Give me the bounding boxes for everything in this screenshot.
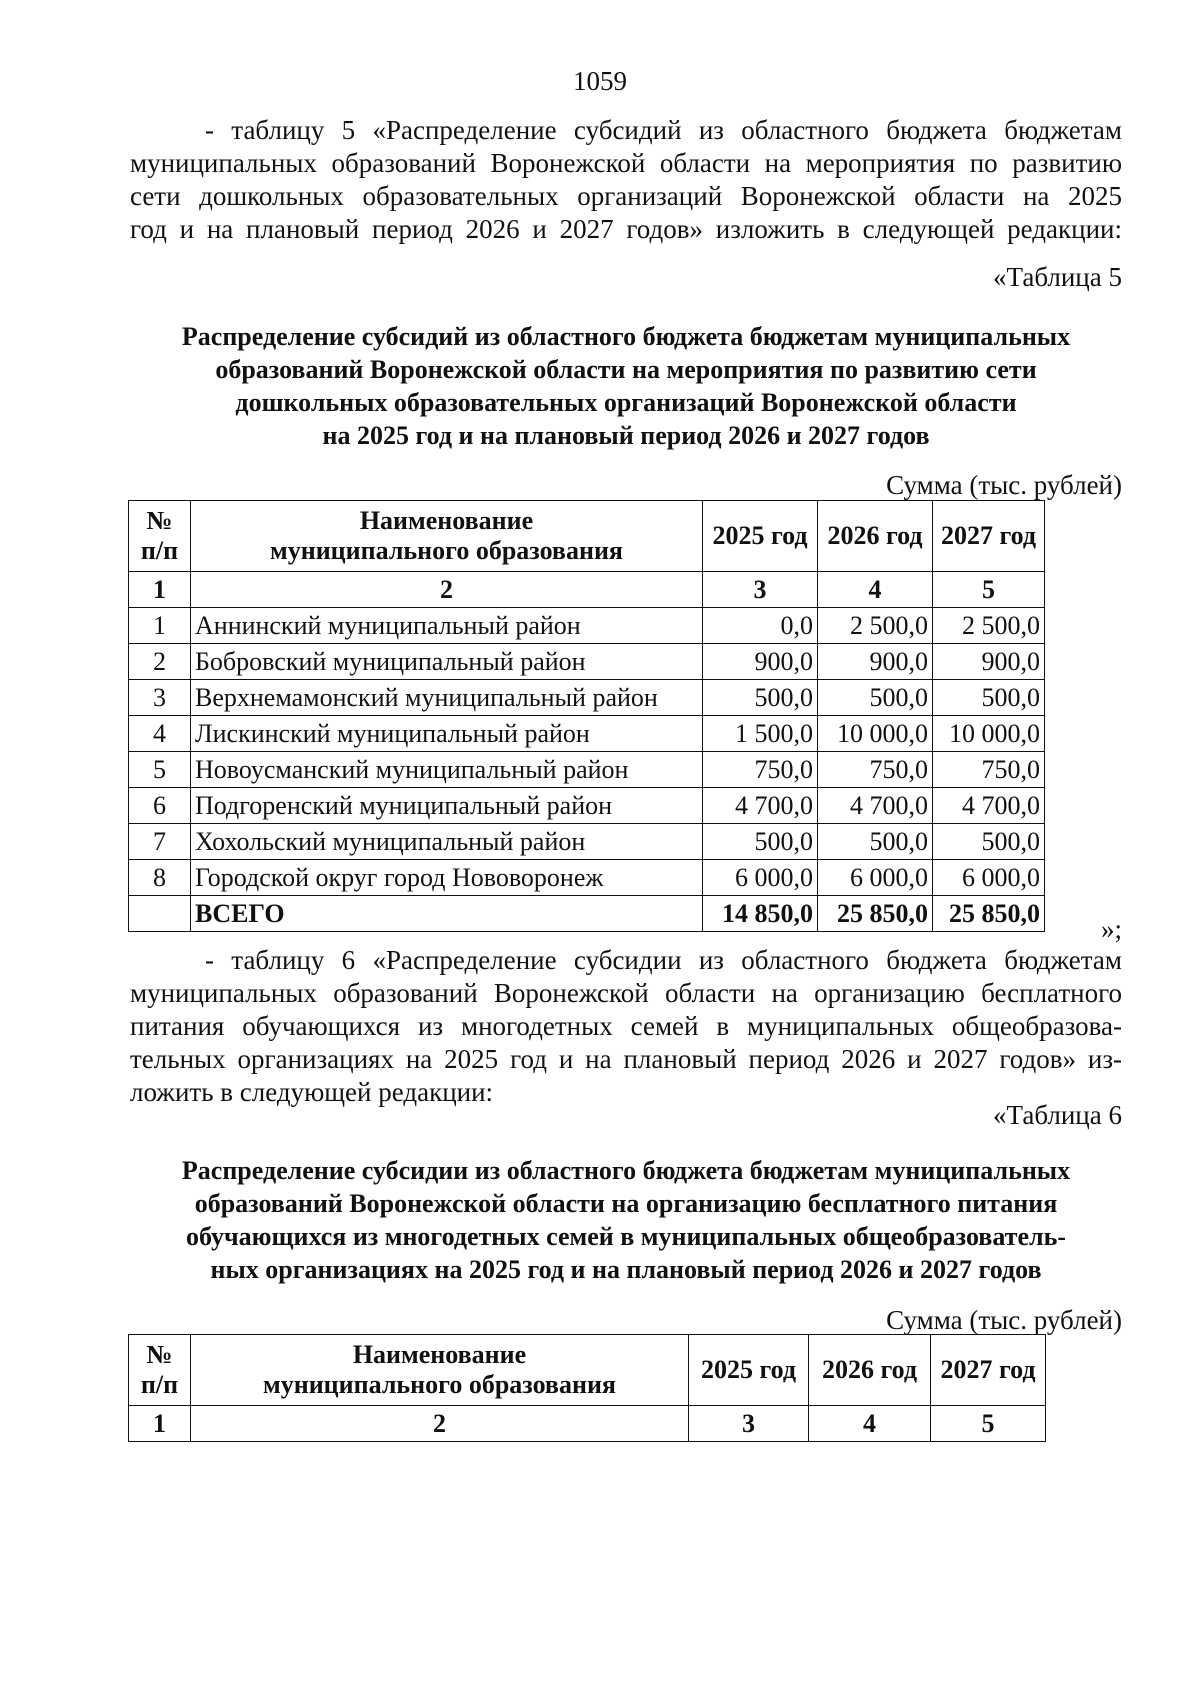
table5-units: Сумма (тыс. рублей) — [886, 470, 1122, 500]
col-number: 1 — [129, 1406, 191, 1442]
row-number: 4 — [129, 716, 191, 752]
col-number: 2 — [191, 572, 703, 608]
title-line: на 2025 год и на плановый период 2026 и 2027 годов — [322, 421, 930, 450]
table-total-row — [129, 896, 1045, 932]
table-row — [129, 860, 1045, 896]
total-2026: 25 850,0 — [818, 896, 933, 932]
paragraph-line: тельных организациях на 2025 год и на плановый период 2026 и 2027 годов» из- — [130, 1044, 1122, 1074]
title-line: Распределение субсидий из областного бюджета бюджетам муниципальных — [181, 322, 1071, 351]
value-2027: 750,0 — [933, 752, 1045, 788]
col-number: 5 — [931, 1406, 1046, 1442]
value-2027: 900,0 — [933, 644, 1045, 680]
page-number: 1059 — [573, 66, 627, 96]
header-name: Наименование муниципального образования — [191, 1335, 689, 1406]
intro-paragraph-table5 — [130, 114, 1122, 246]
title-line: образований Воронежской области на организацию бесплатного питания — [194, 1189, 1058, 1218]
total-2027: 25 850,0 — [933, 896, 1045, 932]
table-row — [129, 788, 1045, 824]
value-2027: 4 700,0 — [933, 788, 1045, 824]
paragraph-line: - таблицу 6 «Распределение субсидии из областного бюджета бюджетам — [205, 945, 1122, 975]
header-2027: 2027 год — [933, 501, 1045, 572]
paragraph-line: ложить в следующей редакции: — [130, 1077, 494, 1107]
row-number: 2 — [129, 644, 191, 680]
header-2027: 2027 год — [931, 1335, 1046, 1406]
header-2026: 2026 год — [809, 1335, 931, 1406]
intro-paragraph-table6 — [130, 944, 1122, 1109]
header-num: № п/п — [129, 501, 191, 572]
header-2025: 2025 год — [689, 1335, 809, 1406]
column-number-row — [129, 572, 1045, 608]
municipality-name: Верхнемамонский муниципальный район — [191, 680, 703, 716]
paragraph-line: год и на плановый период 2026 и 2027 годов» изложить в следующей редакции: — [130, 214, 1122, 244]
title-line: дошкольных образовательных организаций Воронежской области — [235, 388, 1017, 417]
value-2027: 2 500,0 — [933, 608, 1045, 644]
paragraph-line: муниципальных образований Воронежской области на мероприятия по развитию — [130, 148, 1122, 178]
value-2027: 500,0 — [933, 824, 1045, 860]
table-row — [129, 680, 1045, 716]
col-number: 4 — [809, 1406, 931, 1442]
paragraph-line: муниципальных образований Воронежской области на организацию бесплатного — [130, 978, 1122, 1008]
value-2026: 500,0 — [818, 824, 933, 860]
municipality-name: Хохольский муниципальный район — [191, 824, 703, 860]
col-number: 4 — [818, 572, 933, 608]
row-number: 1 — [129, 608, 191, 644]
value-2027: 6 000,0 — [933, 860, 1045, 896]
paragraph-line: - таблицу 5 «Распределение субсидий из областного бюджета бюджетам — [205, 115, 1122, 145]
col-number: 1 — [129, 572, 191, 608]
value-2026: 10 000,0 — [818, 716, 933, 752]
value-2025: 6 000,0 — [703, 860, 818, 896]
municipality-name: Аннинский муниципальный район — [191, 608, 703, 644]
col-number: 5 — [933, 572, 1045, 608]
value-2027: 10 000,0 — [933, 716, 1045, 752]
value-2026: 2 500,0 — [818, 608, 933, 644]
table5 — [128, 500, 1045, 932]
table-header-row — [129, 501, 1045, 572]
header-2025: 2025 год — [703, 501, 818, 572]
table-header-row — [129, 1335, 1046, 1406]
value-2025: 4 700,0 — [703, 788, 818, 824]
title-line: Распределение субсидии из областного бюджета бюджетам муниципальных — [181, 1156, 1071, 1185]
value-2026: 500,0 — [818, 680, 933, 716]
municipality-name: Городской округ город Нововоронеж — [191, 860, 703, 896]
value-2026: 4 700,0 — [818, 788, 933, 824]
column-number-row — [129, 1406, 1046, 1442]
value-2026: 750,0 — [818, 752, 933, 788]
table-row — [129, 608, 1045, 644]
total-2025: 14 850,0 — [703, 896, 818, 932]
table5-title — [130, 320, 1122, 452]
table6 — [128, 1334, 1046, 1442]
row-number: 5 — [129, 752, 191, 788]
table-row — [129, 824, 1045, 860]
header-name: Наименование муниципального образования — [191, 501, 703, 572]
table6-title — [130, 1154, 1122, 1286]
value-2027: 500,0 — [933, 680, 1045, 716]
value-2026: 900,0 — [818, 644, 933, 680]
table-row — [129, 716, 1045, 752]
value-2025: 0,0 — [703, 608, 818, 644]
col-number: 3 — [703, 572, 818, 608]
total-empty-cell — [129, 896, 191, 932]
row-number: 8 — [129, 860, 191, 896]
row-number: 3 — [129, 680, 191, 716]
header-num: № п/п — [129, 1335, 191, 1406]
row-number: 6 — [129, 788, 191, 824]
value-2026: 6 000,0 — [818, 860, 933, 896]
value-2025: 1 500,0 — [703, 716, 818, 752]
paragraph-line: сети дошкольных образовательных организаций Воронежской области на 2025 — [130, 181, 1122, 211]
title-line: ных организациях на 2025 год и на плановый период 2026 и 2027 годов — [210, 1255, 1042, 1284]
paragraph-line: питания обучающихся из многодетных семей в муниципальных общеобразова- — [130, 1011, 1122, 1041]
value-2025: 500,0 — [703, 824, 818, 860]
total-label: ВСЕГО — [191, 896, 703, 932]
title-line: обучающихся из многодетных семей в муниципальных общеобразователь- — [185, 1222, 1066, 1251]
value-2025: 750,0 — [703, 752, 818, 788]
row-number: 7 — [129, 824, 191, 860]
municipality-name: Новоусманский муниципальный район — [191, 752, 703, 788]
col-number: 3 — [689, 1406, 809, 1442]
municipality-name: Лискинский муниципальный район — [191, 716, 703, 752]
table-row — [129, 752, 1045, 788]
table6-label: «Таблица 6 — [993, 1100, 1122, 1130]
table6-units: Сумма (тыс. рублей) — [886, 1305, 1122, 1335]
title-line: образований Воронежской области на мероприятия по развитию сети — [215, 355, 1037, 384]
header-2026: 2026 год — [818, 501, 933, 572]
closing-quote: »; — [1100, 914, 1122, 944]
value-2025: 500,0 — [703, 680, 818, 716]
value-2025: 900,0 — [703, 644, 818, 680]
table-row — [129, 644, 1045, 680]
municipality-name: Подгоренский муниципальный район — [191, 788, 703, 824]
municipality-name: Бобровский муниципальный район — [191, 644, 703, 680]
col-number: 2 — [191, 1406, 689, 1442]
table5-label: «Таблица 5 — [993, 262, 1122, 292]
